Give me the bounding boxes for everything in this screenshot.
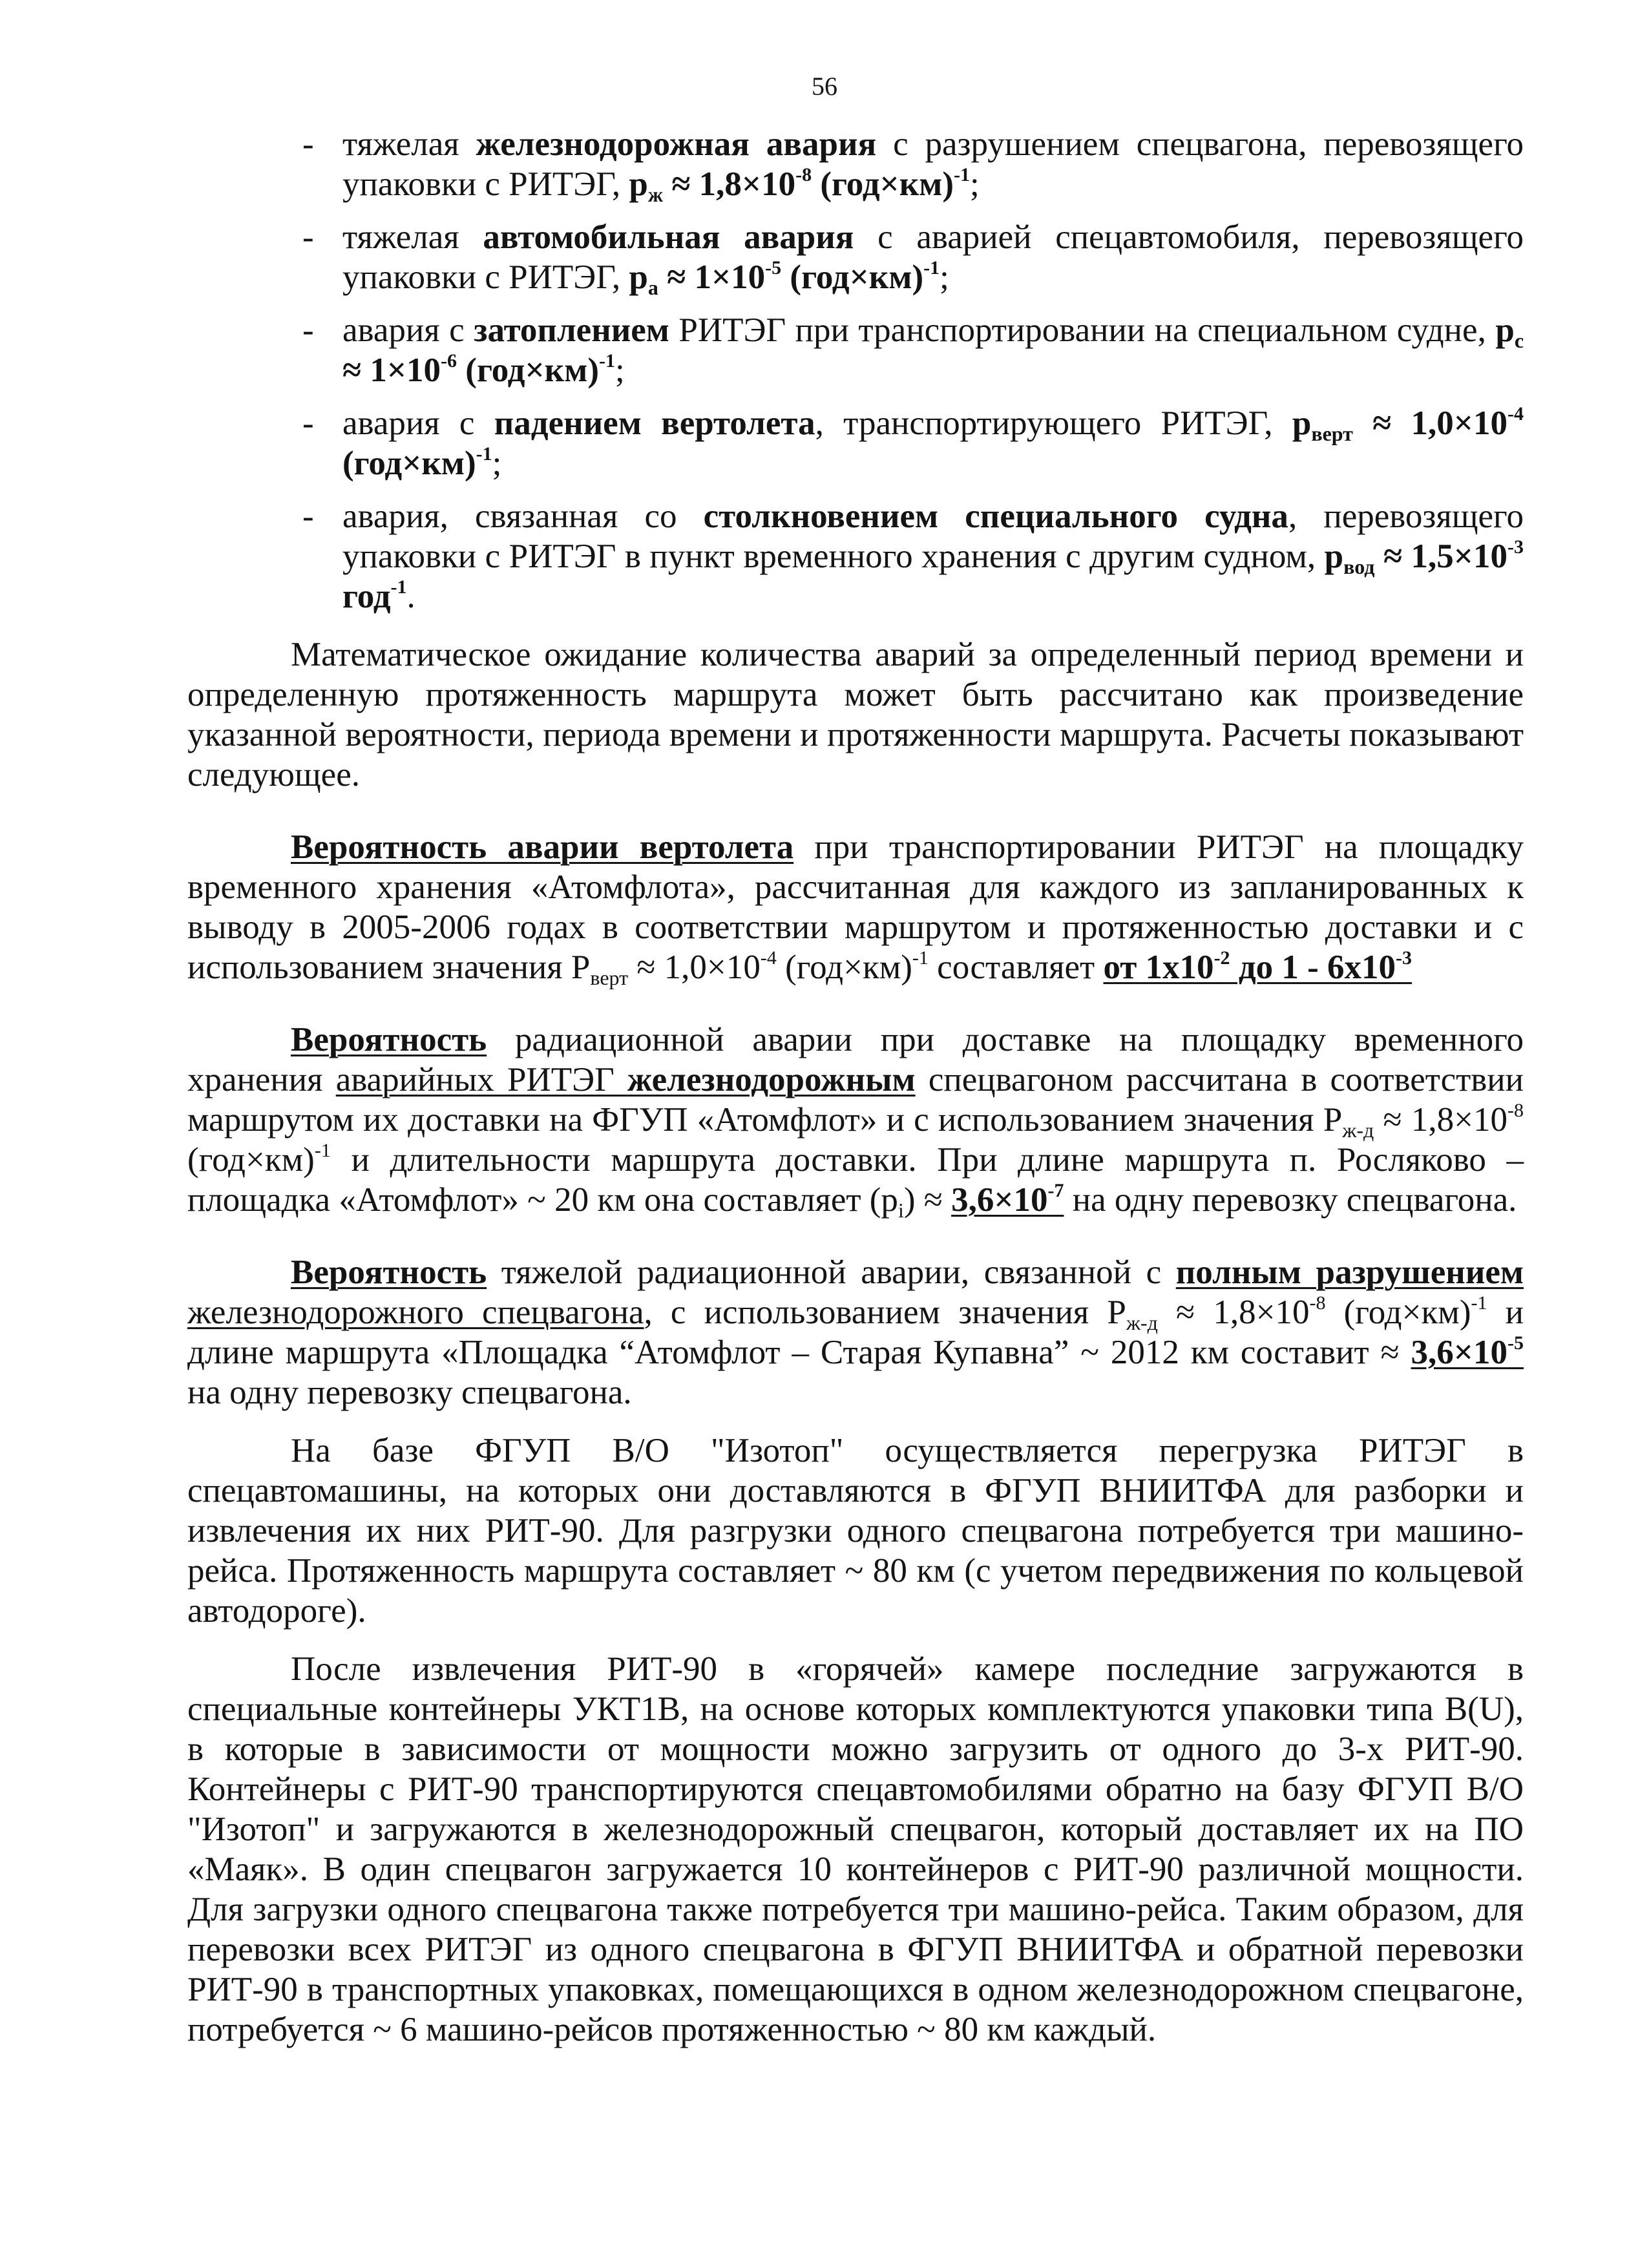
- list-dash: -: [302, 218, 314, 256]
- page-number: 56: [812, 72, 837, 101]
- list-item: - авария с падением вертолета, транспортирующего РИТЭГ, $р_{верт} \approx 1,0\times 10^{-4}$ $(год\times км)^{-1}$;: [302, 403, 1524, 482]
- list-dash: -: [302, 125, 314, 163]
- paragraph-helicopter-probability: Вероятность аварии вертолета при транспортировании РИТЭГ на площадку временного хранения «Атомфлота», рассчитанная для каждого из запланированных к выводу в 2005-2006 годах в соответствии маршрутом и протяженностью доставки и с использованием значения $Р_{верт} \approx 1,0\times 10^{-4}$ $(год\times км)^{-1}$ составляет от $1х10^{-2}$ до $1 - 6х10^{-3}$: [187, 828, 1524, 989]
- list-item: - тяжелая железнодорожная авария с разрушением спецвагона, перевозящего упаковки с РИТЭГ, $р_ж \approx 1,8\times 10^{-8}$ $(год\times км)^{-1}$;: [302, 125, 1524, 206]
- list-dash: -: [302, 498, 314, 535]
- accident-list: [187, 124, 1524, 616]
- list-dash: -: [302, 311, 314, 349]
- paragraph-severe-accident-probability: Вероятность тяжелой радиационной аварии, связанной с полным разрушением железнодорожного спецвагона, с использованием значения $Р_{ж-д} \approx 1,8\times 10^{-8}$ $(год\times км)^{-1}$ и длине маршрута «Площадка “Атомфлот – Старая Купавна” ~ 2012 км составит ≈ $3,6\times 10^{-5}$ на одну перевозку спецвагона.: [187, 1254, 1524, 1411]
- paragraph-rail-probability: Вероятность радиационной аварии при доставке на площадку временного хранения аварийных РИТЭГ железнодорожным спецвагоном рассчитана в соответствии маршрутом их доставки на ФГУП «Атомфлот» и с использованием значения $Р_{ж-д} \approx 1,8\times 10^{-8}$ $(год\times км)^{-1}$ и длительности маршрута доставки. При длине маршрута п. Росляково – площадка «Атомфлот» ~ 20 км она составляет $(р_i) \approx 3,6\times 10^{-7}$ на одну перевозку спецвагона.: [187, 1021, 1524, 1222]
- page-content: [187, 124, 1524, 2050]
- paragraph-rit90-extraction: После извлечения РИТ-90 в «горячей» камере последние загружаются в специальные контейнеры УКТ1В, на основе которых комплектуются упаковки типа В(U), в которые в зависимости от мощности можно загрузить от одного до 3-х РИТ-90. Контейнеры с РИТ-90 транспортируются спецавтомобилями обратно на базу ФГУП В/О "Изотоп" и загружаются в железнодорожный спецвагон, который доставляет их на ПО «Маяк». В один спецвагон загружается 10 контейнеров с РИТ-90 различной мощности. Для загрузки одного спецвагона также потребуется три машино-рейса. Таким образом, для перевозки всех РИТЭГ из одного спецвагона в ФГУП ВНИИТФА и обратной перевозки РИТ-90 в транспортных упаковках, помещающихся в одном железнодорожном спецвагоне, потребуется ~ 6 машино-рейсов протяженностью ~ 80 км каждый.: [187, 1650, 1524, 2048]
- list-item: - авария, связанная со столкновением специального судна, перевозящего упаковки с РИТЭГ в пункт временного хранения с другим судном, $р_{вод} \approx 1,5\times 10^{-3}$ год$^{-1}$.: [302, 498, 1524, 615]
- paragraph-izotop-transfer: На базе ФГУП В/О "Изотоп" осуществляется перегрузка РИТЭГ в спецавтомашины, на которых они доставляются в ФГУП ВНИИТФА для разборки и извлечения их них РИТ-90. Для разгрузки одного спецвагона потребуется три машино-рейса. Протяженность маршрута составляет ~ 80 км (с учетом передвижения по кольцевой автодороге).: [187, 1432, 1524, 1630]
- paragraph-expectation: Математическое ожидание количества аварий за определенный период времени и определенную протяженность маршрута может быть рассчитано как произведение указанной вероятности, периода времени и протяженности маршрута. Расчеты показывают следующее.: [187, 636, 1524, 793]
- list-item: - тяжелая автомобильная авария с аварией спецавтомобиля, перевозящего упаковки с РИТЭГ, $р_а \approx 1\times 10^{-5}$ $(год\times км)^{-1}$;: [302, 218, 1524, 299]
- list-item: - авария с затоплением РИТЭГ при транспортировании на специальном судне, $р_с \approx 1\times 10^{-6}$ $(год\times км)^{-1}$;: [302, 311, 1524, 389]
- list-dash: -: [302, 404, 314, 442]
